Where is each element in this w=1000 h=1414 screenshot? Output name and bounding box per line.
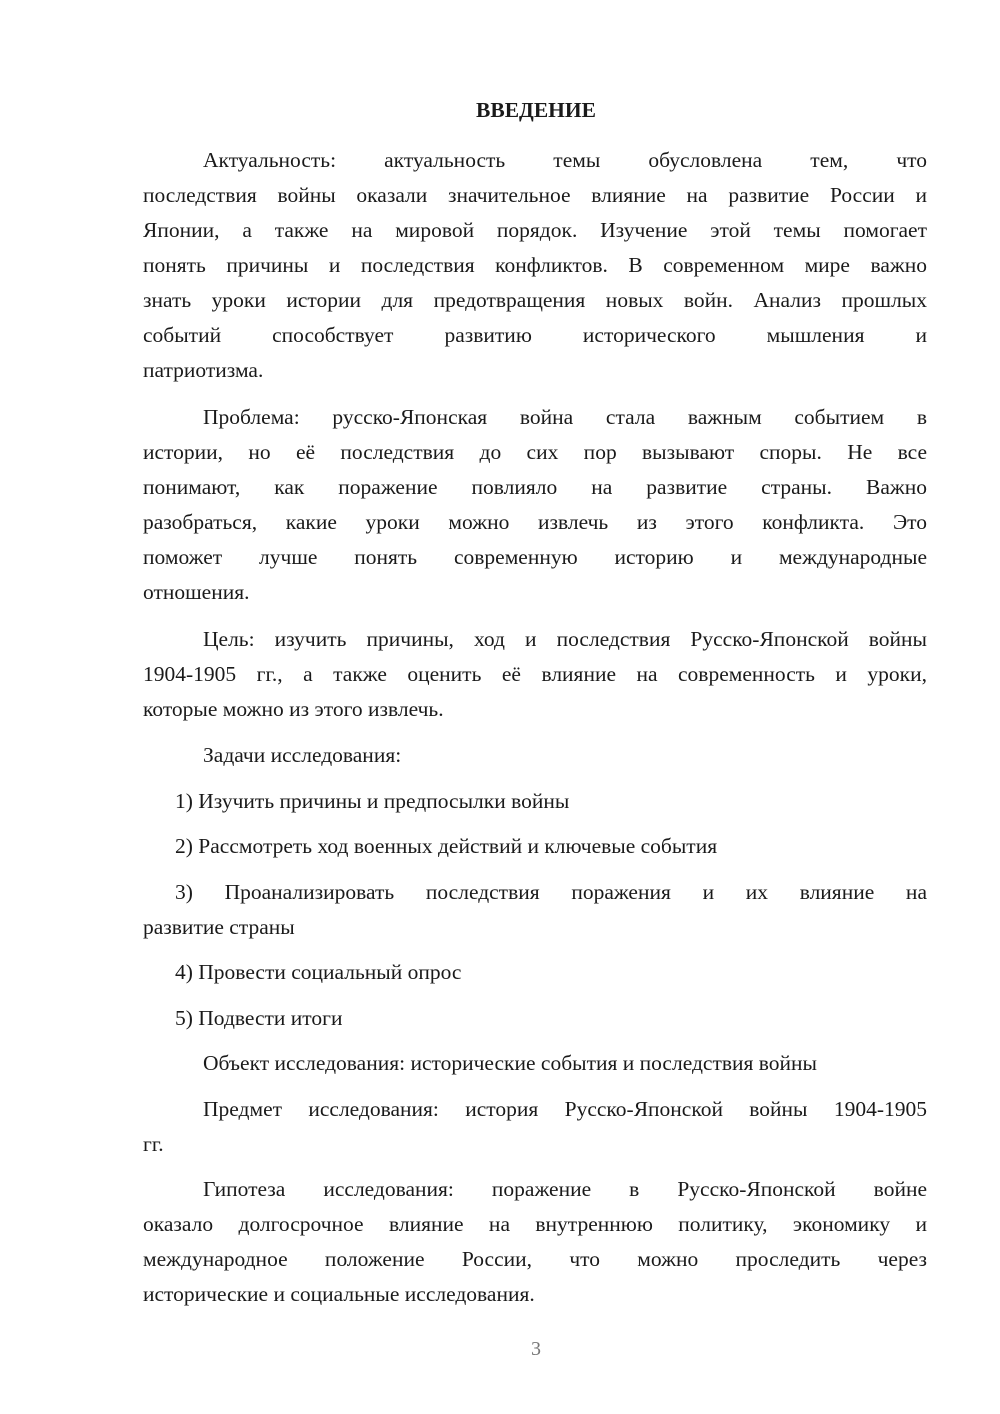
text-line: Японии, а также на мировой порядок. Изучение этой темы помогает bbox=[143, 218, 927, 242]
research-object: Объект исследования: исторические события и последствия войны bbox=[203, 1051, 817, 1075]
text-line: Проблема: русско-Японская война стала важным событием в bbox=[203, 405, 927, 429]
page-title: ВВЕДЕНИЕ bbox=[476, 98, 596, 122]
text-line: разобраться, какие уроки можно извлечь из этого конфликта. Это bbox=[143, 510, 927, 534]
text-line: знать уроки истории для предотвращения новых войн. Анализ прошлых bbox=[143, 288, 927, 312]
task-item: 4) Провести социальный опрос bbox=[175, 960, 462, 984]
text-line: гг. bbox=[143, 1132, 164, 1156]
task-item: 1) Изучить причины и предпосылки войны bbox=[175, 789, 570, 813]
task-item-continuation: развитие страны bbox=[143, 915, 295, 939]
text-line: понимают, как поражение повлияло на развитие страны. Важно bbox=[143, 475, 927, 499]
text-line: 1904-1905 гг., а также оценить её влияние на современность и уроки, bbox=[143, 662, 927, 686]
task-item: 3) Проанализировать последствия поражения и их влияние на bbox=[175, 880, 927, 904]
text-line: международное положение России, что можно проследить через bbox=[143, 1247, 927, 1271]
text-line: Гипотеза исследования: поражение в Русско-Японской войне bbox=[203, 1177, 927, 1201]
text-line: событий способствует развитию исторического мышления и bbox=[143, 323, 927, 347]
text-line: истории, но её последствия до сих пор вызывают споры. Не все bbox=[143, 440, 927, 464]
task-item: 2) Рассмотреть ход военных действий и ключевые события bbox=[175, 834, 718, 858]
text-line: исторические и социальные исследования. bbox=[143, 1282, 535, 1306]
text-line: Предмет исследования: история Русско-Японской войны 1904-1905 bbox=[203, 1097, 927, 1121]
text-line: последствия войны оказали значительное влияние на развитие России и bbox=[143, 183, 927, 207]
text-line: понять причины и последствия конфликтов. В современном мире важно bbox=[143, 253, 927, 277]
task-item: 5) Подвести итоги bbox=[175, 1006, 343, 1030]
text-line: патриотизма. bbox=[143, 358, 264, 382]
tasks-heading: Задачи исследования: bbox=[203, 743, 402, 767]
page-number: 3 bbox=[531, 1338, 541, 1360]
text-line: поможет лучше понять современную историю и международные bbox=[143, 545, 927, 569]
text-line: Цель: изучить причины, ход и последствия Русско-Японской войны bbox=[203, 627, 927, 651]
text-line: оказало долгосрочное влияние на внутреннюю политику, экономику и bbox=[143, 1212, 927, 1236]
text-line: Актуальность: актуальность темы обусловлена тем, что bbox=[203, 148, 927, 172]
text-line: которые можно из этого извлечь. bbox=[143, 697, 444, 721]
text-line: отношения. bbox=[143, 580, 250, 604]
